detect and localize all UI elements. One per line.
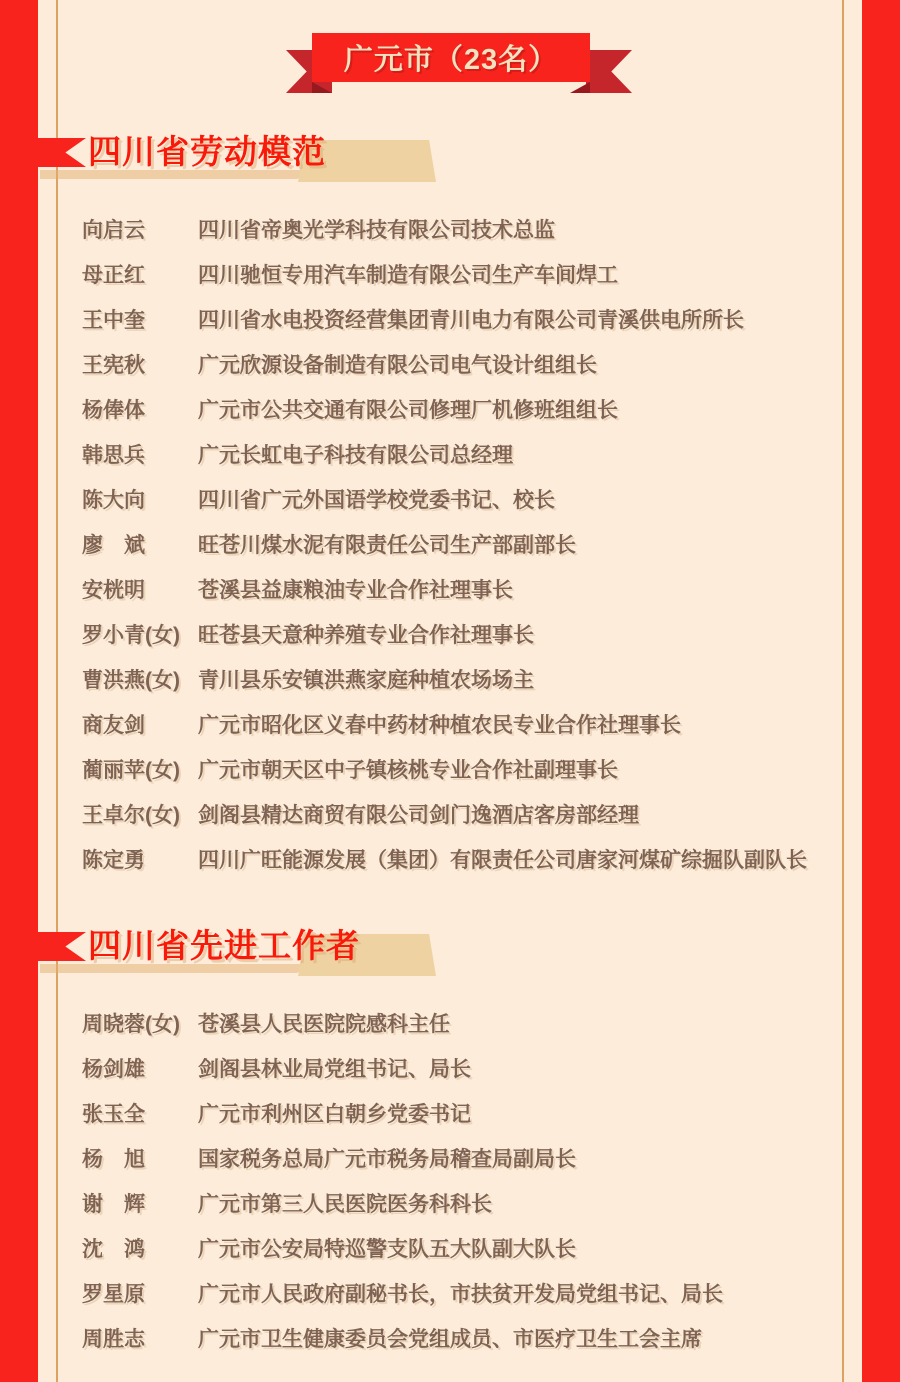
- section-header-labor-models: [0, 128, 900, 188]
- award-list-advanced-workers: [82, 1000, 852, 1360]
- person-name: 安桄明: [82, 578, 145, 602]
- person-title: 四川省水电投资经营集团青川电力有限公司青溪供电所所长: [198, 308, 744, 332]
- list-item: [82, 791, 852, 836]
- list-item: [82, 251, 852, 296]
- person-name: 曹洪燕(女): [82, 668, 180, 692]
- list-item: [82, 296, 852, 341]
- person-title: 国家税务总局广元市税务局稽查局副局长: [198, 1147, 576, 1171]
- person-title: 旺苍川煤水泥有限责任公司生产部副部长: [198, 533, 576, 557]
- list-item: [82, 1315, 852, 1360]
- list-item: [82, 746, 852, 791]
- person-name: 张玉全: [82, 1102, 145, 1126]
- person-name: 杨剑雄: [82, 1057, 145, 1081]
- person-name: 杨俸体: [82, 398, 145, 422]
- person-title: 广元市公共交通有限公司修理厂机修班组组长: [198, 398, 618, 422]
- person-name: 陈大向: [82, 488, 145, 512]
- person-title: 广元市人民政府副秘书长，市扶贫开发局党组书记、局长: [198, 1282, 723, 1306]
- list-item: [82, 1045, 852, 1090]
- list-item: [82, 701, 852, 746]
- person-name: 向启云: [82, 218, 145, 242]
- list-item: [82, 521, 852, 566]
- person-title: 旺苍县天意种养殖专业合作社理事长: [198, 623, 534, 647]
- person-name: 罗小青(女): [82, 623, 180, 647]
- list-item: [82, 656, 852, 701]
- person-title: 青川县乐安镇洪燕家庭种植农场场主: [198, 668, 534, 692]
- list-item: [82, 386, 852, 431]
- person-name: 王中奎: [82, 308, 145, 332]
- person-title: 苍溪县人民医院院感科主任: [198, 1012, 450, 1036]
- person-title: 四川省帝奥光学科技有限公司技术总监: [198, 218, 555, 242]
- list-item: [82, 1000, 852, 1045]
- list-item: [82, 1090, 852, 1135]
- person-name: 王宪秋: [82, 353, 145, 377]
- person-title: 广元长虹电子科技有限公司总经理: [198, 443, 513, 467]
- list-item: [82, 1270, 852, 1315]
- person-name: 蔺丽苹(女): [82, 758, 180, 782]
- person-name: 周晓蓉(女): [82, 1012, 180, 1036]
- ribbon-tail-right-icon: [586, 50, 632, 93]
- person-title: 剑阁县精达商贸有限公司剑门逸酒店客房部经理: [198, 803, 639, 827]
- person-title: 四川驰恒专用汽车制造有限公司生产车间焊工: [198, 263, 618, 287]
- city-banner: [312, 33, 590, 82]
- person-title: 广元市公安局特巡警支队五大队副大队长: [198, 1237, 576, 1261]
- person-name: 廖 斌: [82, 533, 145, 557]
- person-name: 王卓尔(女): [82, 803, 180, 827]
- person-title: 广元市第三人民医院医务科科长: [198, 1192, 492, 1216]
- section-title: 四川省先进工作者: [88, 927, 360, 964]
- list-item: [82, 476, 852, 521]
- person-title: 广元市朝天区中子镇核桃专业合作社副理事长: [198, 758, 618, 782]
- person-title: 广元欣源设备制造有限公司电气设计组组长: [198, 353, 597, 377]
- ribbon-fold-right-icon: [570, 82, 590, 93]
- list-item: [82, 566, 852, 611]
- section-title: 四川省劳动模范: [88, 133, 326, 170]
- city-banner-title: 广元市（23名）: [343, 44, 559, 76]
- person-title: 四川省广元外国语学校党委书记、校长: [198, 488, 555, 512]
- list-item: [82, 836, 852, 881]
- person-title: 广元市利州区白朝乡党委书记: [198, 1102, 471, 1126]
- list-item: [82, 1135, 852, 1180]
- person-name: 杨 旭: [82, 1147, 145, 1171]
- left-red-border: [0, 0, 38, 1382]
- person-title: 苍溪县益康粮油专业合作社理事长: [198, 578, 513, 602]
- left-gold-rule: [56, 0, 58, 1382]
- person-name: 谢 辉: [82, 1192, 145, 1216]
- person-title: 四川广旺能源发展（集团）有限责任公司唐家河煤矿综掘队副队长: [198, 848, 807, 872]
- header-flag-ribbon-icon: [0, 138, 86, 167]
- award-list-labor-models: [82, 206, 852, 881]
- person-name: 韩思兵: [82, 443, 145, 467]
- person-name: 周胜志: [82, 1327, 145, 1351]
- list-item: [82, 206, 852, 251]
- person-name: 陈定勇: [82, 848, 145, 872]
- person-name: 商友剑: [82, 713, 145, 737]
- header-flag-ribbon-icon: [0, 932, 86, 961]
- list-item: [82, 1225, 852, 1270]
- section-header-advanced-workers: [0, 922, 900, 982]
- person-name: 罗星原: [82, 1282, 145, 1306]
- list-item: [82, 611, 852, 656]
- right-red-border: [862, 0, 900, 1382]
- list-item: [82, 431, 852, 476]
- person-name: 沈 鸿: [82, 1237, 145, 1261]
- list-item: [82, 1180, 852, 1225]
- list-item: [82, 341, 852, 386]
- person-title: 广元市昭化区义春中药材种植农民专业合作社理事长: [198, 713, 681, 737]
- person-title: 剑阁县林业局党组书记、局长: [198, 1057, 471, 1081]
- person-title: 广元市卫生健康委员会党组成员、市医疗卫生工会主席: [198, 1327, 702, 1351]
- person-name: 母正红: [82, 263, 145, 287]
